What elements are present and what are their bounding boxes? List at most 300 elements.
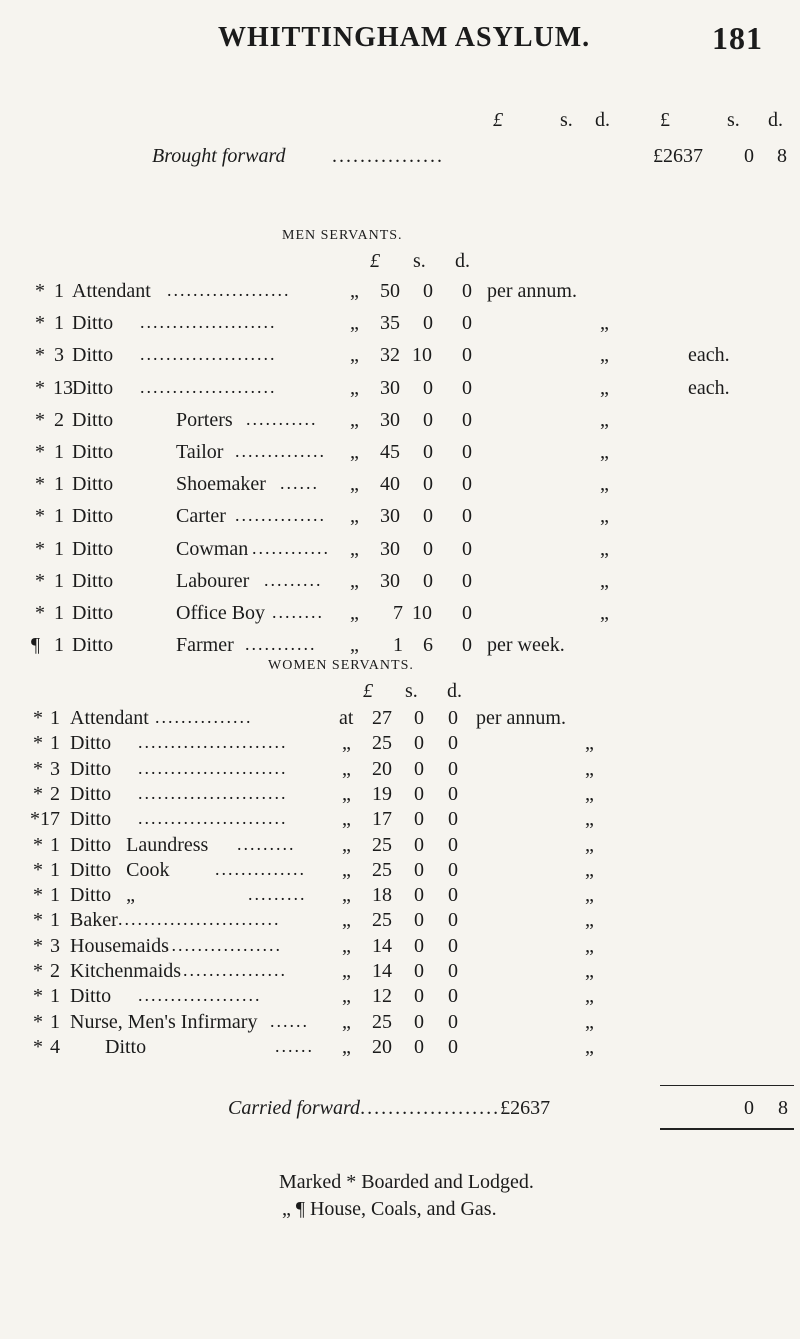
men-row <box>0 377 800 403</box>
men-row-title: Ditto <box>72 505 114 527</box>
women-row <box>0 859 800 883</box>
women-row-pounds: 25 <box>372 1011 392 1033</box>
men-row-leader: ..................... <box>140 377 277 397</box>
men-row <box>0 634 800 660</box>
men-row-leader: ........... <box>245 634 317 654</box>
men-row-count: 1 <box>54 312 64 334</box>
women-row <box>0 935 800 959</box>
men-row-shillings: 6 <box>423 634 433 656</box>
men-row-pounds: 30 <box>380 538 400 560</box>
women-row <box>0 758 800 782</box>
women-row-label: Ditto <box>70 732 112 754</box>
men-row-mark: * <box>35 538 45 560</box>
men-row-role: Office Boy <box>176 602 266 624</box>
women-row-pounds: 25 <box>372 834 392 856</box>
women-row-ditto-symbol: „ <box>342 758 351 780</box>
women-row-ditto-symbol: „ <box>342 808 351 830</box>
women-row-pence: 0 <box>448 808 458 830</box>
men-row-ditto-symbol: „ <box>350 409 359 431</box>
women-row-pence: 0 <box>448 960 458 982</box>
women-row-count: 4 <box>50 1036 60 1058</box>
women-row-pence: 0 <box>448 707 458 729</box>
men-row-shillings: 0 <box>423 473 433 495</box>
women-row-ditto-symbol: „ <box>342 1011 351 1033</box>
women-row-pence: 0 <box>448 732 458 754</box>
women-row-count: 3 <box>50 758 60 780</box>
women-row-pounds: 18 <box>372 884 392 906</box>
men-row-note: each. <box>688 344 730 366</box>
men-row-ditto-symbol: „ <box>350 312 359 334</box>
men-row-title: Ditto <box>72 570 114 592</box>
men-row-ditto-symbol: „ <box>350 441 359 463</box>
men-row-pence: 0 <box>462 634 472 656</box>
men-row-unit: „ <box>600 441 609 463</box>
men-row-role: Cowman <box>176 538 249 560</box>
men-row-leader: .............. <box>235 441 326 461</box>
men-row-role: Tailor <box>176 441 224 463</box>
men-row-ditto-symbol: „ <box>350 634 359 656</box>
men-row-pence: 0 <box>462 280 472 302</box>
women-row-label: Ditto <box>70 758 112 780</box>
women-row-unit: „ <box>585 960 594 982</box>
men-row-count: 1 <box>54 570 64 592</box>
men-row-mark: * <box>35 409 45 431</box>
women-row-ditto-symbol: „ <box>342 783 351 805</box>
women-row-mark: * <box>33 1011 43 1033</box>
women-row-unit: „ <box>585 859 594 881</box>
women-row-shillings: 0 <box>414 859 424 881</box>
women-row <box>0 1011 800 1035</box>
men-row-count: 1 <box>54 538 64 560</box>
women-row-count: 2 <box>50 783 60 805</box>
men-row-ditto-symbol: „ <box>350 602 359 624</box>
women-row-shillings: 0 <box>414 758 424 780</box>
men-row-ditto-symbol: „ <box>350 473 359 495</box>
women-row-shillings: 0 <box>414 1011 424 1033</box>
women-row-shillings: 0 <box>414 783 424 805</box>
men-row-role: Carter <box>176 505 226 527</box>
women-row-mark: * <box>33 732 43 754</box>
women-row-unit: „ <box>585 732 594 754</box>
women-row-ditto-symbol: „ <box>342 732 351 754</box>
men-unit-pounds: £ <box>370 250 380 272</box>
men-row-mark: * <box>35 312 45 334</box>
women-row-leader: ......................... <box>118 909 281 929</box>
women-row-count: 1 <box>50 1011 60 1033</box>
col-header-pence: d. <box>595 109 610 131</box>
men-row-pence: 0 <box>462 505 472 527</box>
men-row-ditto-symbol: „ <box>350 377 359 399</box>
carried-forward-dots: .................... <box>360 1097 501 1119</box>
women-row-mark: * <box>33 935 43 957</box>
men-row-pence: 0 <box>462 473 472 495</box>
women-row <box>0 1036 800 1060</box>
men-row-unit: „ <box>600 602 609 624</box>
carried-forward-top-rule <box>660 1085 794 1086</box>
men-row-pounds: 30 <box>380 505 400 527</box>
women-row-leader: ............... <box>155 707 253 727</box>
women-row-pounds: 25 <box>372 909 392 931</box>
men-row-count: 1 <box>54 602 64 624</box>
women-row-count: 3 <box>50 935 60 957</box>
women-row-pence: 0 <box>448 758 458 780</box>
men-row-role: Labourer <box>176 570 250 592</box>
men-row-unit: per annum. <box>487 280 577 302</box>
women-row-leader: ....................... <box>138 808 288 828</box>
women-row-pence: 0 <box>448 1011 458 1033</box>
col-header-shillings-2: s. <box>727 109 740 131</box>
women-row-ditto-symbol: „ <box>342 859 351 881</box>
men-row-unit: „ <box>600 473 609 495</box>
women-unit-pounds: £ <box>363 680 373 702</box>
women-row-pence: 0 <box>448 783 458 805</box>
women-row-shillings: 0 <box>414 909 424 931</box>
men-row-title: Ditto <box>72 473 114 495</box>
carried-forward-pence: 8 <box>778 1097 788 1119</box>
women-row-pounds: 17 <box>372 808 392 830</box>
men-row-mark: * <box>35 570 45 592</box>
women-row <box>0 884 800 908</box>
men-row-unit: „ <box>600 538 609 560</box>
men-row-shillings: 0 <box>423 441 433 463</box>
women-row-unit: „ <box>585 909 594 931</box>
women-row-ditto-symbol: „ <box>342 1036 351 1058</box>
women-row <box>0 808 800 832</box>
carried-forward-shillings: 0 <box>744 1097 754 1119</box>
women-row-shillings: 0 <box>414 707 424 729</box>
carried-forward-amount: £2637 <box>500 1097 551 1119</box>
men-row-pounds: 30 <box>380 409 400 431</box>
brought-forward-dots: ................ <box>332 145 444 167</box>
women-row-ditto-symbol: „ <box>342 985 351 1007</box>
women-row-count: 2 <box>50 960 60 982</box>
women-row-shillings: 0 <box>414 884 424 906</box>
women-row-label: Baker <box>70 909 118 931</box>
women-row-shillings: 0 <box>414 1036 424 1058</box>
brought-forward-pence: 8 <box>777 145 787 167</box>
men-row-pounds: 50 <box>380 280 400 302</box>
footnote-house: „ ¶ House, Coals, and Gas. <box>282 1198 497 1220</box>
women-row-mark: * <box>33 758 43 780</box>
men-row-unit: per week. <box>487 634 565 656</box>
women-row-ditto-symbol: at <box>339 707 354 729</box>
women-row <box>0 732 800 756</box>
women-row-label: Ditto Laundress <box>70 834 209 856</box>
men-row-pence: 0 <box>462 602 472 624</box>
women-row-mark: * <box>33 909 43 931</box>
women-row-mark: * <box>33 985 43 1007</box>
men-row-role: Porters <box>176 409 233 431</box>
women-row-mark: * <box>30 808 40 830</box>
women-row-pounds: 20 <box>372 758 392 780</box>
men-row-pounds: 35 <box>380 312 400 334</box>
men-row-shillings: 0 <box>423 377 433 399</box>
men-row-leader: ............ <box>252 538 330 558</box>
women-row-unit: „ <box>585 783 594 805</box>
men-servants-heading: MEN SERVANTS. <box>282 228 403 243</box>
men-row-mark: * <box>35 602 45 624</box>
men-row-leader: .............. <box>235 505 326 525</box>
men-row-shillings: 0 <box>423 538 433 560</box>
carried-forward-label: Carried forward <box>228 1097 361 1119</box>
women-row-leader: ...... <box>270 1011 309 1031</box>
men-row-pounds: 30 <box>380 377 400 399</box>
women-row-label: Ditto <box>70 985 112 1007</box>
men-row-mark: * <box>35 505 45 527</box>
women-row <box>0 834 800 858</box>
men-row-leader: ..................... <box>140 312 277 332</box>
women-row-unit: „ <box>585 1036 594 1058</box>
running-title: WHITTINGHAM ASYLUM. <box>218 22 591 53</box>
women-row-unit: „ <box>585 808 594 830</box>
brought-forward-amount: £2637 <box>653 145 703 167</box>
men-row-pounds: 30 <box>380 570 400 592</box>
women-row-count: 1 <box>50 834 60 856</box>
women-row-leader: ....................... <box>138 783 288 803</box>
women-row-pence: 0 <box>448 859 458 881</box>
men-row-title: Ditto <box>72 602 114 624</box>
col-header-pence-2: d. <box>768 109 783 131</box>
men-row-count: 3 <box>54 344 64 366</box>
men-row-ditto-symbol: „ <box>350 538 359 560</box>
men-row <box>0 312 800 338</box>
women-row-count: 1 <box>50 985 60 1007</box>
women-row-label: Nurse, Men's Infirmary <box>70 1011 258 1033</box>
men-row-title: Ditto <box>72 441 114 463</box>
women-row-mark: * <box>33 834 43 856</box>
col-header-pounds: £ <box>493 109 503 131</box>
women-row-mark: * <box>33 1036 43 1058</box>
men-row-mark: ¶ <box>31 634 41 656</box>
women-row-count: 1 <box>50 909 60 931</box>
men-row-title: Attendant <box>72 280 151 302</box>
men-unit-shillings: s. <box>413 250 426 272</box>
men-row-shillings: 10 <box>412 602 432 624</box>
women-row-label: Attendant <box>70 707 149 729</box>
women-row-unit: „ <box>585 884 594 906</box>
women-servants-heading: WOMEN SERVANTS. <box>268 658 414 673</box>
men-row-pence: 0 <box>462 377 472 399</box>
men-row-pounds: 45 <box>380 441 400 463</box>
women-row <box>0 960 800 984</box>
women-row-pounds: 14 <box>372 960 392 982</box>
women-row <box>0 707 800 731</box>
men-row-shillings: 0 <box>423 570 433 592</box>
men-row-leader: ..................... <box>140 344 277 364</box>
women-row-mark: * <box>33 707 43 729</box>
men-row-role: Farmer <box>176 634 234 656</box>
men-row-pence: 0 <box>462 570 472 592</box>
women-row-pounds: 25 <box>372 859 392 881</box>
women-row <box>0 783 800 807</box>
men-row-shillings: 0 <box>423 505 433 527</box>
men-row <box>0 344 800 370</box>
men-row-count: 1 <box>54 634 64 656</box>
women-row-label: Ditto <box>70 1036 147 1058</box>
women-row-count: 1 <box>50 859 60 881</box>
women-row <box>0 909 800 933</box>
women-row-count: 1 <box>50 732 60 754</box>
women-row-shillings: 0 <box>414 834 424 856</box>
women-row-pounds: 25 <box>372 732 392 754</box>
women-row-pounds: 12 <box>372 985 392 1007</box>
women-row-leader: ................ <box>183 960 287 980</box>
men-row-pounds: 40 <box>380 473 400 495</box>
women-row-count: 1 <box>50 884 60 906</box>
men-row-title: Ditto <box>72 377 114 399</box>
men-row <box>0 505 800 531</box>
women-row-pence: 0 <box>448 834 458 856</box>
women-row-shillings: 0 <box>414 808 424 830</box>
men-row-pence: 0 <box>462 441 472 463</box>
women-row-unit: per annum. <box>476 707 566 729</box>
men-row-title: Ditto <box>72 634 114 656</box>
col-header-pounds-2: £ <box>660 109 670 131</box>
carried-forward-row <box>228 1097 788 1120</box>
women-row-ditto-symbol: „ <box>342 884 351 906</box>
women-row-pence: 0 <box>448 909 458 931</box>
women-row-leader: .................. <box>165 935 282 955</box>
men-row-ditto-symbol: „ <box>350 505 359 527</box>
men-row-shillings: 10 <box>412 344 432 366</box>
men-row-title: Ditto <box>72 409 114 431</box>
women-row-leader: ...... <box>275 1036 314 1056</box>
men-row-leader: ................... <box>167 280 291 300</box>
brought-forward-label: Brought forward <box>152 145 286 167</box>
women-row-mark: * <box>33 783 43 805</box>
col-header-shillings: s. <box>560 109 573 131</box>
men-row-unit: „ <box>600 344 609 366</box>
women-row-unit: „ <box>585 758 594 780</box>
women-row-label: Kitchenmaids <box>70 960 182 982</box>
men-row-leader: ......... <box>264 570 323 590</box>
men-row-mark: * <box>35 280 45 302</box>
women-row-label: Ditto Cook <box>70 859 170 881</box>
men-row-count: 2 <box>54 409 64 431</box>
men-row-mark: * <box>35 377 45 399</box>
women-row-count: 17 <box>40 808 60 830</box>
men-row-ditto-symbol: „ <box>350 570 359 592</box>
men-row-leader: ........ <box>272 602 324 622</box>
women-row-pounds: 27 <box>372 707 392 729</box>
women-row-pence: 0 <box>448 935 458 957</box>
men-row <box>0 473 800 499</box>
men-row-pounds: 32 <box>380 344 400 366</box>
women-row-count: 1 <box>50 707 60 729</box>
men-row-count: 1 <box>54 505 64 527</box>
footnote-boarded: Marked * Boarded and Lodged. <box>279 1171 534 1193</box>
men-row-pence: 0 <box>462 344 472 366</box>
men-row-pence: 0 <box>462 312 472 334</box>
men-row-count: 1 <box>54 441 64 463</box>
women-row-leader: ....................... <box>138 732 288 752</box>
women-row-mark: * <box>33 859 43 881</box>
women-row-unit: „ <box>585 834 594 856</box>
men-row <box>0 280 800 306</box>
women-row-ditto-symbol: „ <box>342 834 351 856</box>
women-unit-pence: d. <box>447 680 462 702</box>
men-row-pounds: 7 <box>393 602 403 624</box>
women-row-pence: 0 <box>448 1036 458 1058</box>
women-row-leader: ................... <box>138 985 262 1005</box>
men-unit-pence: d. <box>455 250 470 272</box>
women-row-leader: .............. <box>215 859 306 879</box>
women-row-mark: * <box>33 960 43 982</box>
women-row-ditto-symbol: „ <box>342 909 351 931</box>
women-row-shillings: 0 <box>414 935 424 957</box>
men-row-leader: ...... <box>280 473 319 493</box>
men-row-ditto-symbol: „ <box>350 280 359 302</box>
women-row-shillings: 0 <box>414 960 424 982</box>
women-row-label: Ditto „ <box>70 884 135 906</box>
men-row-title: Ditto <box>72 538 114 560</box>
men-row-pounds: 1 <box>393 634 403 656</box>
women-row <box>0 985 800 1009</box>
women-row-pounds: 14 <box>372 935 392 957</box>
women-row-label: Ditto <box>70 808 112 830</box>
women-row-pounds: 19 <box>372 783 392 805</box>
men-row <box>0 409 800 435</box>
page-number: 181 <box>712 20 763 56</box>
carried-forward-bottom-rule <box>660 1128 794 1130</box>
women-row-ditto-symbol: „ <box>342 935 351 957</box>
men-row-mark: * <box>35 441 45 463</box>
women-row-label: Housemaids <box>70 935 169 957</box>
women-row-leader: ......... <box>237 834 296 854</box>
women-row-pounds: 20 <box>372 1036 392 1058</box>
women-row-unit: „ <box>585 1011 594 1033</box>
women-unit-shillings: s. <box>405 680 418 702</box>
men-row-note: each. <box>688 377 730 399</box>
men-row-shillings: 0 <box>423 312 433 334</box>
men-row-ditto-symbol: „ <box>350 344 359 366</box>
men-row-unit: „ <box>600 505 609 527</box>
men-row <box>0 570 800 596</box>
women-row-shillings: 0 <box>414 732 424 754</box>
brought-forward-shillings: 0 <box>744 145 754 167</box>
men-row <box>0 538 800 564</box>
men-row-unit: „ <box>600 409 609 431</box>
brought-forward-row <box>152 145 800 168</box>
women-row-leader: ......... <box>248 884 307 904</box>
men-row-pence: 0 <box>462 538 472 560</box>
men-row-leader: ........... <box>246 409 318 429</box>
men-row-mark: * <box>35 473 45 495</box>
men-row-count: 1 <box>54 280 64 302</box>
men-row <box>0 602 800 628</box>
men-row-count: 1 <box>54 473 64 495</box>
women-row-unit: „ <box>585 935 594 957</box>
men-row-unit: „ <box>600 312 609 334</box>
women-row-pence: 0 <box>448 884 458 906</box>
men-row-pence: 0 <box>462 409 472 431</box>
men-row-role: Shoemaker <box>176 473 266 495</box>
women-row-label: Ditto <box>70 783 112 805</box>
men-row-title: Ditto <box>72 312 114 334</box>
men-row-shillings: 0 <box>423 280 433 302</box>
men-row-title: Ditto <box>72 344 114 366</box>
men-row <box>0 441 800 467</box>
women-row-pence: 0 <box>448 985 458 1007</box>
women-row-leader: ....................... <box>138 758 288 778</box>
women-row-ditto-symbol: „ <box>342 960 351 982</box>
women-row-unit: „ <box>585 985 594 1007</box>
men-row-unit: „ <box>600 570 609 592</box>
men-row-mark: * <box>35 344 45 366</box>
men-row-shillings: 0 <box>423 409 433 431</box>
women-row-shillings: 0 <box>414 985 424 1007</box>
men-row-count: 13 <box>53 377 73 399</box>
